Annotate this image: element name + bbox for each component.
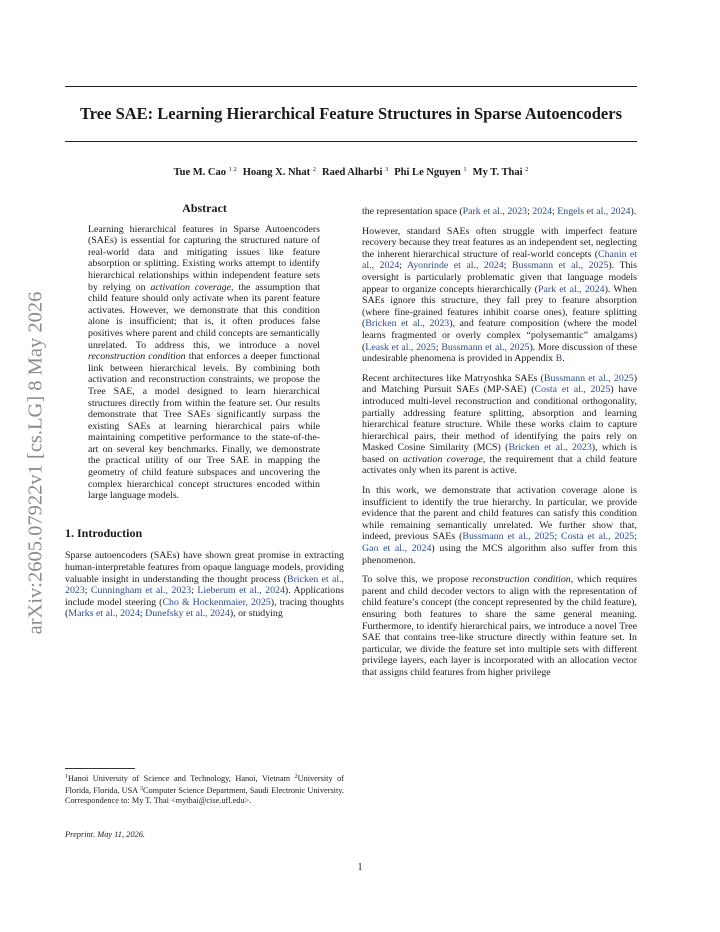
text-run: ), tracing thoughts ( — [65, 596, 345, 620]
citation-link[interactable]: Ayonrinde et al., 2024 — [406, 260, 504, 272]
text-run: However, standard SAEs often struggle with imperfect feature recovery because they treat features as an independent set, neglecting the inherent hierarchical structure of real-world concepts ( — [362, 225, 637, 260]
citation-link[interactable]: Bricken et al., 2023 — [65, 573, 345, 597]
text-run: Sparse autoencoders (SAEs) have shown great promise in extracting human-interpretable features from opaque language models, providing valuable insight in understanding the thought process ( — [65, 550, 344, 585]
citation-link[interactable]: Gao et al., 2024 — [362, 543, 432, 555]
text-run: University of Florida, Florida, USA — [65, 774, 345, 795]
citation-link[interactable]: Bussmann et al., 2025 — [462, 531, 555, 543]
affiliation-marker: 3 — [139, 786, 143, 792]
author-name: Tue M. Cao — [173, 167, 226, 178]
arxiv-identifier-stamp — [21, 258, 51, 668]
text-run: ) using the MCS algorithm also suffer from this phenomenon. — [362, 543, 637, 566]
text-run: Computer Science Department, Saudi Electronic University. Correspondence to: My T. Thai <mythai@cise.ufl.edu>. — [65, 786, 344, 805]
text-run: ; — [634, 531, 637, 543]
text-run: , which requires parent and child decoder vectors to align with the representation of child feature’s concept (the concept represented by the child feature), ensuring both features to share the same general meaning. Furthermore, to identify hierarchical pairs, we introduce a novel Tree SAE that contains tree-like structure directly within feature set. In particular, we divide the feature set into multiple sets with different privilege layers, each layer is incorporated with an allocation vector that assigns child features from higher privilege — [362, 574, 638, 678]
affiliation-marker: 3 — [385, 166, 389, 173]
affiliation-marker: 2 — [312, 166, 316, 173]
text-run: ), which is based on — [362, 442, 638, 465]
body-paragraph — [362, 485, 637, 566]
emphasized-term: reconstruction condition — [88, 351, 186, 363]
author-name: My T. Thai — [472, 167, 523, 178]
text-run: ; — [191, 585, 198, 597]
abstract-heading: Abstract — [182, 201, 227, 215]
footnote-text — [65, 772, 344, 806]
citation-link[interactable]: Bussmann et al., 2025 — [511, 260, 609, 272]
abstract-text — [88, 224, 320, 502]
citation-link[interactable]: B — [555, 353, 563, 365]
affiliation-marker: 2 — [525, 166, 529, 173]
title-top-rule — [65, 86, 637, 87]
text-run: ). This oversight is particularly problematic given that language models appear to organize concepts hierarchically ( — [362, 260, 637, 295]
author-name: Hoang X. Nhat — [242, 167, 311, 178]
text-run: , the requirement that a child feature activates only when its parent is active. — [362, 453, 637, 477]
introduction-heading: 1. Introduction — [65, 525, 143, 540]
paper-title: Tree SAE: Learning Hierarchical Feature Structures in Sparse Autoencoders — [79, 104, 622, 123]
author — [394, 167, 466, 178]
affiliation-marker: 1 — [65, 774, 68, 780]
body-paragraph — [362, 206, 637, 218]
text-run: ), or studying — [229, 608, 283, 620]
page-number: 1 — [357, 862, 363, 873]
citation-link[interactable]: Bussmann et al., 2025 — [543, 372, 634, 384]
text-run: ; — [554, 531, 561, 543]
citation-link[interactable]: Dunefsky et al., 2024 — [145, 608, 230, 620]
author — [473, 167, 529, 178]
right-column — [362, 206, 637, 687]
text-run: Learning hierarchical features in Sparse Autoencoders (SAEs) is essential for capturing the structured nature of real-world data and mitigating issues like feature absorption or splitting. Existing works attempt to identify hierarchical relationships within independent feature sets by relying on — [88, 223, 320, 293]
author-list — [65, 166, 637, 178]
text-run: ; — [399, 260, 407, 272]
text-run: ) and Matching Pursuit SAEs (MP-SAE) ( — [362, 372, 638, 396]
text-run: , the assumption that child feature should only activate when its parent feature activates. However, we demonstrate that this condition alone is insufficient; that is, it often produces false positives where parent and child concepts are semantically unrelated. To address this, we introduce a novel — [88, 281, 320, 351]
title-bottom-rule — [65, 141, 637, 142]
author — [322, 167, 388, 178]
citation-link[interactable]: Bricken et al., 2023 — [508, 442, 592, 454]
text-run: ). Applications include model steering ( — [65, 585, 345, 608]
arxiv-stamp-text: arXiv:2605.07922v1 [cs.LG] 8 May 2026 — [24, 291, 47, 635]
citation-link[interactable]: Costa et al., 2025 — [561, 531, 635, 543]
affiliation-marker: 2 — [294, 774, 298, 780]
text-run: ). — [630, 206, 637, 217]
text-run: To solve this, we propose — [362, 574, 473, 586]
left-column — [65, 203, 344, 628]
text-run: Hanoi University of Science and Technology, Hanoi, Vietnam — [68, 774, 295, 783]
citation-link[interactable]: 2024 — [532, 206, 553, 217]
text-run: ). When SAEs ignore this structure, they fall prey to feature absorption (where fine-grained features inhibit coarse ones), feature splitting ( — [362, 283, 637, 330]
citation-link[interactable]: Park et al., 2023 — [462, 206, 528, 217]
citation-link[interactable]: Engels et al., 2024 — [557, 206, 631, 217]
text-run: ; — [527, 206, 533, 217]
citation-link[interactable]: Bricken et al., 2023 — [365, 318, 450, 330]
text-run: ; — [139, 608, 146, 620]
emphasized-term: reconstruction condition — [472, 574, 571, 586]
body-paragraph — [362, 226, 637, 365]
citation-link[interactable]: Cho & Hockenmaier, 2025 — [162, 596, 271, 608]
citation-link[interactable]: Park et al., 2024 — [537, 283, 605, 295]
affiliation-marker: 1 — [463, 166, 467, 173]
text-run: the representation space ( — [362, 206, 463, 217]
text-run: Recent architectures like Matryoshka SAEs ( — [362, 372, 544, 384]
citation-link[interactable]: Lieberum et al., 2024 — [197, 585, 285, 597]
citation-link[interactable]: Leask et al., 2025 — [365, 341, 436, 353]
introduction-paragraph — [65, 550, 344, 620]
text-run: . — [562, 353, 565, 365]
emphasized-term: activation coverage — [150, 281, 231, 293]
text-run: ; — [552, 206, 558, 217]
author-name: Phi Le Nguyen — [394, 167, 461, 178]
text-run: In this work, we demonstrate that activation coverage alone is insufficient to identify the true hierarchy. In particular, we provide evidence that the parent and child features can satisfy this condition while remaining semantically unrelated. We further show that, indeed, previous SAEs ( — [362, 485, 637, 543]
footnote-rule — [65, 768, 135, 769]
text-run: that enforces a deeper functional link between hierarchical levels. By combining both activation and reconstruction constraints, we propose the Tree SAE, a model designed to learn hierarchical structures directly from within the feature set. Our results demonstrate that Tree SAEs significantly surpass the existing SAEs at learning hierarchical pairs while maintaining competitive performance to the state-of-the-art on several key benchmarks. Finally, we demonstrate the practical utility of our Tree SAE in mapping the geometry of child feature subspaces and uncovering the complex hierarchical concept structures encoded within large language models. — [88, 351, 321, 502]
text-run: ). More discussion of these undesirable phenomena is provided in Appendix — [362, 341, 637, 365]
text-run: ; — [503, 260, 512, 272]
preprint-note: Preprint. May 11, 2026. — [65, 830, 146, 839]
citation-link[interactable]: Chanin et al., 2024 — [362, 248, 637, 272]
emphasized-term: activation coverage — [402, 453, 483, 465]
body-paragraph — [362, 574, 637, 678]
affiliation-footnote — [65, 768, 344, 806]
text-run: ), and feature composition (where the model learns fragmented or overly complex “polysemantic” amalgams) ( — [362, 318, 638, 353]
author — [174, 167, 237, 178]
author — [243, 167, 316, 178]
affiliation-marker: 1 2 — [228, 166, 237, 173]
body-paragraph — [362, 373, 637, 477]
citation-link[interactable]: Cunningham et al., 2023 — [90, 585, 192, 597]
author-name: Raed Alharbi — [322, 167, 383, 178]
citation-link[interactable]: Bussmann et al., 2025 — [441, 341, 530, 353]
citation-link[interactable]: Costa et al., 2025 — [534, 384, 611, 396]
citation-link[interactable]: Marks et al., 2024 — [68, 608, 140, 620]
text-run: ) have introduced multi-level reconstruction and conditional orthogonality, partially addressing feature splitting, absorption and learning hierarchical feature structure. While these works claim to capture hierarchical pairs, their method of identifying the pairs rely on Masked Cosine Similarity (MCS) ( — [362, 384, 638, 454]
text-run: ; — [435, 341, 442, 353]
text-run: ; — [84, 585, 91, 597]
